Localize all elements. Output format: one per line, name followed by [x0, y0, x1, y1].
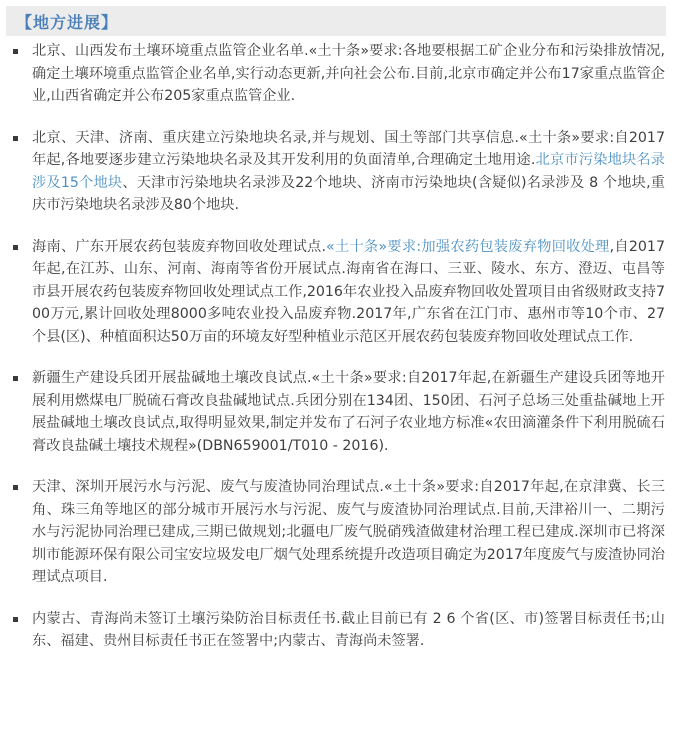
item-text: [32, 608, 665, 653]
text-segment: 天津、深圳开展污水与污泥、废气与废渣协同治理试点.«土十条»要求:自2017年起,在京津冀、长三角、珠三角等地区的部分城市开展污水与污泥、废气与废渣协同治理试点.目前,天津裕川一、二期污水与污泥协同治理已建成,三期已做规划;北疆电厂废气脱硝残渣做建材治理工程已建成.深圳市已将深圳市能源环保有限公司宝安垃圾发电厂烟气处理系统提升改造项目确定为2017年度废气与废渣协同治理试点项目.: [32, 479, 665, 585]
bullet-icon: [13, 136, 18, 141]
text-segment: ,自2017年起,在江苏、山东、河南、海南等省份开展试点.海南省在海口、三亚、陵水、东方、澄迈、屯昌等市县开展农药包装废弃物回收处理试点工作,2016年农业投入品废弃物回收处置项目由省级财政支持700万元,累计回收处理8000多吨农业投入品废弃物.2017年,广东省在江门市、惠州市等10个市、27个县(区)、种植面积达50万亩的环境友好型种植业示范区开展农药包装废弃物回收处理试点工作.: [32, 238, 665, 345]
highlighted-text: 北京市污染地块名录涉及15个地块: [32, 152, 665, 191]
bullet-icon: [13, 245, 18, 250]
bullet-icon: [13, 617, 18, 622]
list-item: [0, 608, 673, 653]
text-segment: 海南、广东开展农药包装废弃物回收处理试点.: [32, 238, 327, 255]
item-text: [32, 40, 665, 108]
section-title: 【地方进展】: [16, 12, 119, 32]
bullet-icon: [13, 49, 18, 54]
list-item: [0, 236, 673, 349]
list-item: [0, 40, 673, 108]
text-segment: 内蒙古、青海尚未签订土壤污染防治目标责任书.截止目前已有 2 6 个省(区、市)签署目标责任书;山东、福建、贵州目标责任书正在签署中;内蒙古、青海尚未签署.: [32, 610, 665, 649]
text-segment: 北京、山西发布土壤环境重点监管企业名单.«土十条»要求:各地要根据工矿企业分布和污染排放情况,确定土壤环境重点监管企业名单,实行动态更新,并向社会公布.目前,北京市确定并公布17家重点监管企业,山西省确定并公布205家重点监管企业.: [32, 43, 665, 104]
text-segment: 新疆生产建设兵团开展盐碱地土壤改良试点.«土十条»要求:自2017年起,在新疆生产建设兵团等地开展利用燃煤电厂脱硫石膏改良盐碱地试点.兵团分别在134团、150团、石河子总场三处重盐碱地上开展盐碱地土壤改良试点,取得明显效果,制定并发布了石河子农业地方标准«农田滴灌条件下利用脱硫石膏改良盐碱土壤技术规程»(DBN659001/T010 - 2016).: [32, 370, 665, 454]
list-item: [0, 476, 673, 589]
highlighted-text: «土十条»要求:加强农药包装废弃物回收处理: [326, 238, 610, 255]
list-item: [0, 367, 673, 457]
bullet-icon: [13, 376, 18, 381]
item-text: [32, 476, 665, 589]
section-header: [6, 6, 666, 36]
list-item: [0, 127, 673, 217]
text-segment: 北京、天津、济南、重庆建立污染地块名录,并与规划、国土等部门共享信息.«土十条»要求:自2017年起,各地要逐步建立污染地块名录及其开发利用的负面清单,合理确定土地用途.: [32, 129, 665, 168]
item-text: [32, 127, 665, 217]
item-text: [32, 367, 665, 457]
news-list: [0, 40, 673, 672]
bullet-icon: [13, 485, 18, 490]
text-segment: 、天津市污染地块名录涉及22个地块、济南市污染地块(含疑似)名录涉及 8 个地块,重庆市污染地块名录涉及80个地块.: [32, 174, 665, 213]
item-text: [32, 236, 665, 349]
